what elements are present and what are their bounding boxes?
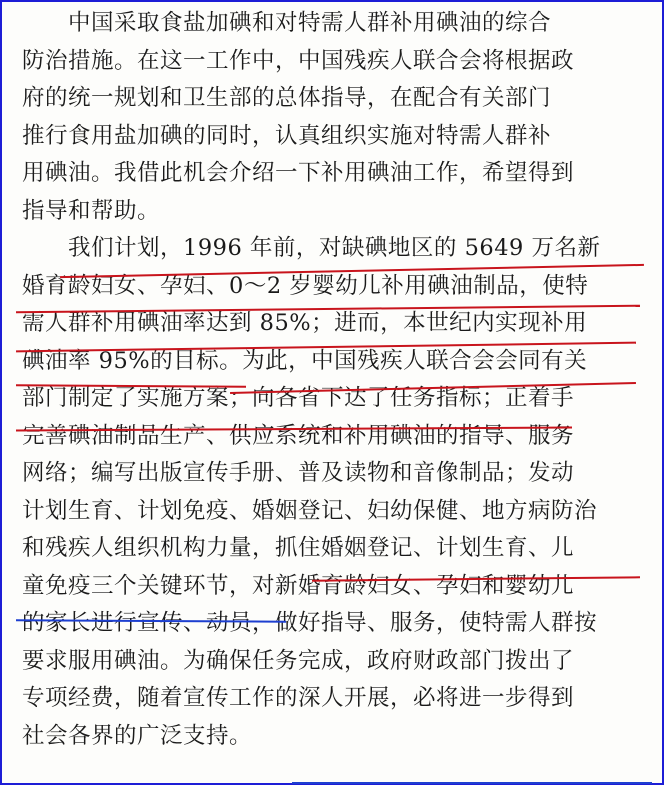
text-line: 用碘油。我借此机会介绍一下补用碘油工作，希望得到 <box>22 160 575 186</box>
document-body <box>22 2 650 755</box>
blue-underline <box>292 782 652 784</box>
text-line: 要求服用碘油。为确保任务完成，政府财政部门拨出了 <box>22 647 575 674</box>
text-line: 婚育龄妇女、孕妇、0～2 岁婴幼儿补用碘油制品，使特 <box>22 272 589 299</box>
text-line: 童免疫三个关键环节，对新婚育龄妇女、孕妇和婴幼儿 <box>22 572 575 599</box>
text-line: 和残疾人组织机构力量，抓住婚姻登记、计划生育、儿 <box>22 535 575 561</box>
text-line: 社会各界的广泛支持。 <box>22 722 253 749</box>
text-line: 网络；编写出版宣传手册、普及读物和音像制品；发动 <box>22 460 575 486</box>
text-line: 府的统一规划和卫生部的总体指导，在配合有关部门 <box>22 85 552 111</box>
paragraph-1 <box>22 2 650 230</box>
text-line: 防治措施。在这一工作中，中国残疾人联合会将根据政 <box>22 47 575 74</box>
text-line: 指导和帮助。 <box>22 197 161 224</box>
text-line: 推行食用盐加碘的同时，认真组织实施对特需人群补 <box>22 122 552 149</box>
text-line: 专项经费，随着宣传工作的深人开展，必将进一步得到 <box>22 685 575 711</box>
text-line: 计划生育、计划免疫、婚姻登记、妇幼保健、地方病防治 <box>22 497 598 524</box>
text-line: 需人群补用碘油率达到 85%；进而，本世纪内实现补用 <box>22 310 588 336</box>
text-line: 部门制定了实施方案；向各省下达了任务指标；正着手 <box>22 385 575 411</box>
text-line: 完善碘油制品生产、供应系统和补用碘油的指导、服务 <box>22 422 575 449</box>
text-line: 我们计划，1996 年前，对缺碘地区的 5649 万名新 <box>22 235 601 261</box>
text-line: 碘油率 95%的目标。为此，中国残疾人联合会会同有关 <box>22 347 588 374</box>
text-line: 中国采取食盐加碘和对特需人群补用碘油的综合 <box>22 10 552 36</box>
text-line: 的家长进行宣传、动员，做好指导、服务，使特需人群按 <box>22 610 598 636</box>
